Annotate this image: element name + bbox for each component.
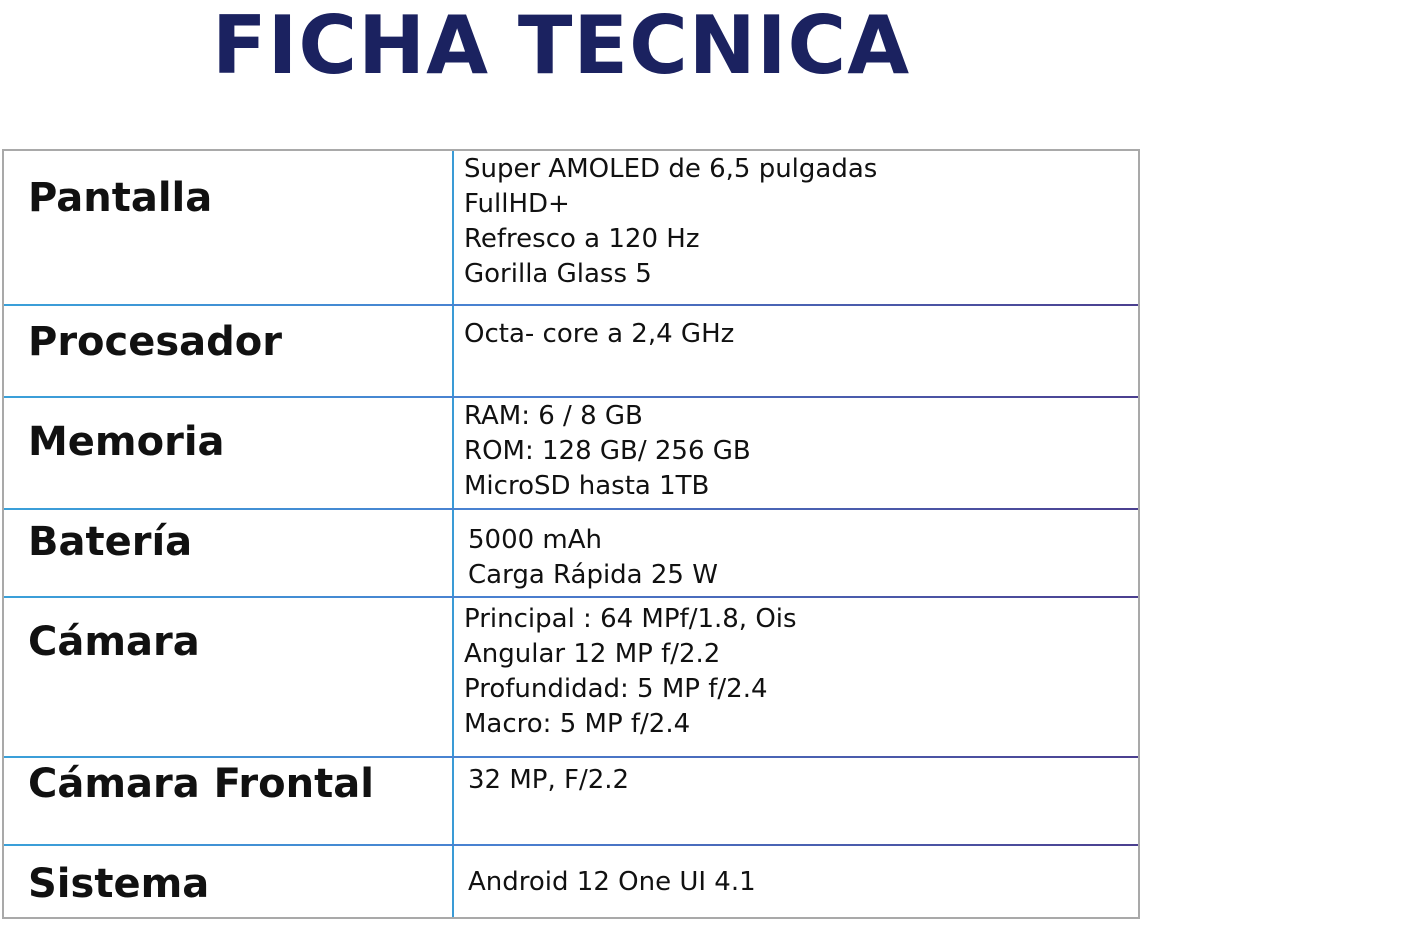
spec-value-line: Android 12 One UI 4.1 (468, 867, 756, 897)
spec-value (464, 602, 797, 742)
spec-value (464, 152, 877, 292)
spec-label: Sistema (28, 861, 210, 907)
spec-value (464, 399, 751, 504)
spec-row-memoria (4, 397, 1138, 509)
spec-label: Pantalla (28, 175, 213, 221)
spec-value-line: Macro: 5 MP f/2.4 (464, 709, 691, 739)
spec-value-line: Carga Rápida 25 W (468, 560, 718, 590)
spec-label: Memoria (28, 419, 225, 465)
spec-value (468, 523, 718, 593)
spec-label: Cámara (28, 619, 200, 665)
spec-value-line: FullHD+ (464, 189, 570, 219)
spec-row-sistema (4, 845, 1138, 917)
spec-value-line: 32 MP, F/2.2 (468, 765, 630, 795)
spec-label: Procesador (28, 319, 283, 365)
spec-value-line: Principal : 64 MPf/1.8, Ois (464, 604, 797, 634)
page-title: FICHA TECNICA (212, 0, 911, 92)
spec-value-line: Refresco a 120 Hz (464, 224, 700, 254)
spec-value-line: Angular 12 MP f/2.2 (464, 639, 721, 669)
spec-value-line: ROM: 128 GB/ 256 GB (464, 436, 751, 466)
spec-row-camara (4, 597, 1138, 757)
spec-row-pantalla (4, 151, 1138, 305)
spec-value-line: RAM: 6 / 8 GB (464, 401, 643, 431)
spec-value-line: Gorilla Glass 5 (464, 259, 652, 289)
spec-value-line: Octa- core a 2,4 GHz (464, 319, 735, 349)
spec-label: Batería (28, 519, 193, 565)
spec-value (464, 317, 734, 352)
spec-value-line: 5000 mAh (468, 525, 603, 555)
spec-value-line: Profundidad: 5 MP f/2.4 (464, 674, 768, 704)
spec-row-procesador (4, 305, 1138, 397)
spec-value (468, 865, 756, 900)
spec-row-camara-frontal (4, 757, 1138, 845)
spec-row-bateria (4, 509, 1138, 597)
spec-table (2, 149, 1140, 919)
spec-value (468, 763, 629, 798)
spec-value-line: Super AMOLED de 6,5 pulgadas (464, 154, 878, 184)
spec-value-line: MicroSD hasta 1TB (464, 471, 710, 501)
spec-label: Cámara Frontal (28, 761, 374, 807)
